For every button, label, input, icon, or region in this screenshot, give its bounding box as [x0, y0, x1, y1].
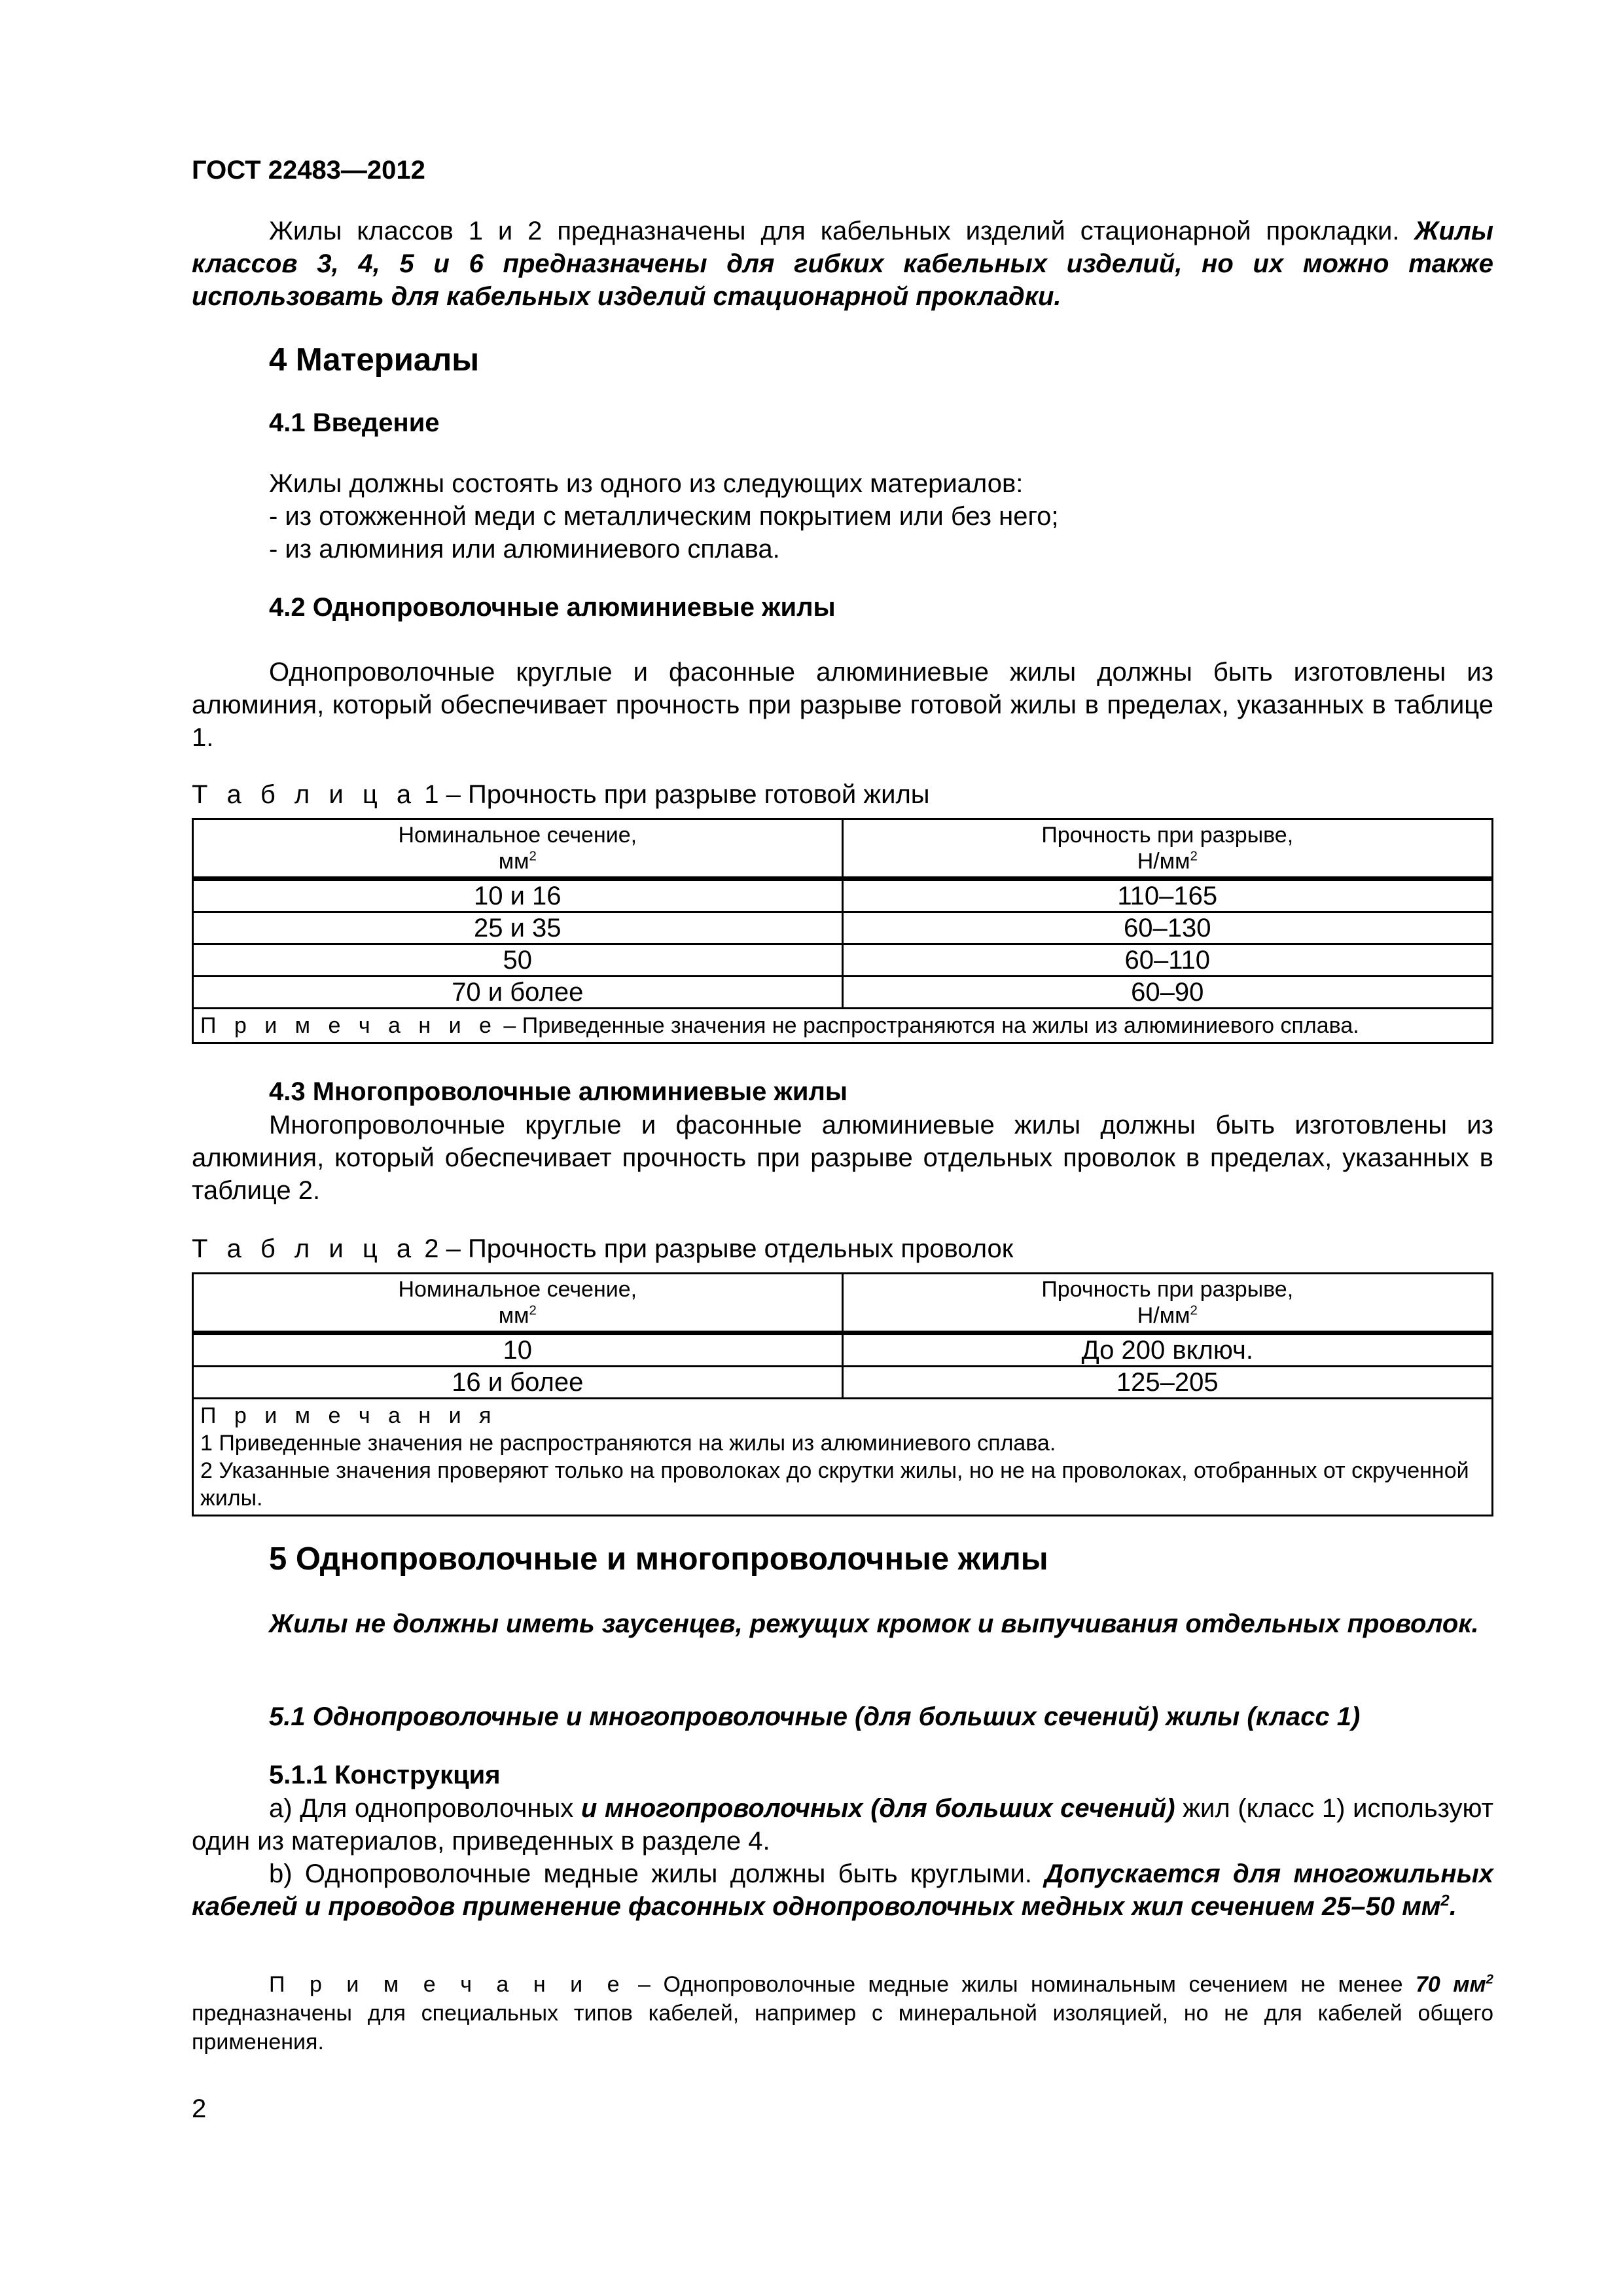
- table-cell: До 200 включ.: [842, 1333, 1492, 1367]
- page-number: 2: [192, 2094, 207, 2123]
- section-4-2-text: Однопроволочные круглые и фасонные алюминиевые жилы должны быть изготовлены из алюминия, который обеспечивает прочность при разрыве готовой жилы в пределах, указанных в таблице 1.: [192, 658, 1493, 752]
- section-5-note-bold: 70 мм: [1416, 1972, 1486, 1997]
- table-1-header-strength-unit: Н/мм: [1137, 849, 1190, 874]
- table-1-note-label: П р и м е ч а н и е: [200, 1013, 497, 1038]
- materials-list: [269, 467, 1493, 565]
- table-cell: 125–205: [842, 1367, 1492, 1399]
- item-a-start: а) Для однопроволочных: [269, 1794, 581, 1823]
- table-1: [192, 818, 1493, 1044]
- table-1-label: Т а б л и ц а: [192, 780, 418, 809]
- intro-bold-italic: Жилы классов 3, 4, 5 и 6 предназначены для гибких кабельных изделий, но их можно также использовать для кабельных изделий стационарной прокладки.: [192, 217, 1493, 311]
- intro-paragraph: [192, 215, 1493, 313]
- table-cell: 110–165: [842, 879, 1492, 912]
- section-5-1-1-title: 5.1.1 Конструкция: [269, 1761, 501, 1789]
- section-5-note-text-start: – Однопроволочные медные жилы номинальным сечением не менее: [625, 1972, 1416, 1997]
- intro-regular: Жилы классов 1 и 2 предназначены для кабельных изделий стационарной прокладки.: [269, 217, 1415, 245]
- table-2-header-strength-text: Прочность при разрыве,: [1041, 1277, 1294, 1302]
- item-a-end: жил (класс 1) используют один из материалов, приведенных в разделе 4.: [192, 1794, 1493, 1856]
- table-cell: 60–130: [842, 912, 1492, 944]
- item-a-bold: и многопроволочных (для больших сечений): [580, 1794, 1175, 1823]
- table-1-header-section-sup: 2: [529, 849, 537, 864]
- table-1-header-section-unit: мм: [498, 849, 529, 874]
- table-cell: 10: [193, 1333, 843, 1367]
- table-2-header-section-sup: 2: [529, 1303, 537, 1318]
- item-b-start: b) Однопроволочные медные жилы должны быть круглыми.: [269, 1859, 1045, 1888]
- table-1-header-section: [193, 819, 843, 879]
- table-cell: 70 и более: [193, 977, 843, 1009]
- item-b-paragraph: [192, 1857, 1493, 1923]
- table-row: [193, 977, 1493, 1009]
- table-2-title: 2 – Прочность при разрыве отдельных проволок: [417, 1234, 1014, 1263]
- table-1-title: 1 – Прочность при разрыве готовой жилы: [417, 780, 930, 809]
- table-row: [193, 879, 1493, 912]
- section-4-title: 4 Материалы: [269, 342, 480, 378]
- table-cell: 25 и 35: [193, 912, 843, 944]
- section-5-note-sup: 2: [1486, 1972, 1493, 1987]
- table-cell: 16 и более: [193, 1367, 843, 1399]
- table-2: [192, 1272, 1493, 1516]
- table-2-notes: [193, 1399, 1493, 1516]
- table-1-header-strength-sup: 2: [1190, 849, 1198, 864]
- table-2-note-2: 2 Указанные значения проверяют только на проволоках до скрутки жилы, но не на проволоках, отобранных от скрученной жилы.: [200, 1458, 1469, 1511]
- table-1-header-strength: [842, 819, 1492, 879]
- section-5-note-label: П р и м е ч а н и е: [269, 1972, 626, 1997]
- section-5-note: [192, 1970, 1493, 2056]
- table-row: [193, 1367, 1493, 1399]
- table-1-note-text: – Приведенные значения не распространяются на жилы из алюминиевого сплава.: [497, 1013, 1359, 1038]
- table-2-header-strength: [842, 1274, 1492, 1333]
- section-4-3-text: Многопроволочные круглые и фасонные алюминиевые жилы должны быть изготовлены из алюминия, который обеспечивает прочность при разрыве отдельных проволок в пределах, указанных в таблице 2.: [192, 1111, 1493, 1205]
- section-5-lead: Жилы не должны иметь заусенцев, режущих кромок и выпучивания отдельных проволок.: [269, 1609, 1479, 1638]
- item-b-end: .: [1449, 1892, 1457, 1921]
- section-5-title: 5 Однопроволочные и многопроволочные жилы: [269, 1541, 1048, 1577]
- table-1-note: [193, 1009, 1493, 1043]
- table-row: [193, 944, 1493, 977]
- table-row: [193, 1333, 1493, 1367]
- table-2-header-section-text: Номинальное сечение,: [398, 1277, 637, 1302]
- section-4-2-title: 4.2 Однопроволочные алюминиевые жилы: [269, 593, 836, 622]
- table-cell: 50: [193, 944, 843, 977]
- table-2-header-section: [193, 1274, 843, 1333]
- section-4-1-title: 4.1 Введение: [269, 408, 440, 437]
- table-2-header-section-unit: мм: [498, 1303, 529, 1328]
- table-cell: 60–90: [842, 977, 1492, 1009]
- section-4-3-title: 4.3 Многопроволочные алюминиевые жилы: [269, 1077, 848, 1106]
- section-5-1-title: 5.1 Однопроволочные и многопроволочные (для больших сечений) жилы (класс 1): [269, 1702, 1361, 1731]
- materials-item-aluminium: - из алюминия или алюминиевого сплава.: [269, 535, 780, 564]
- table-1-header-strength-text: Прочность при разрыве,: [1041, 823, 1294, 848]
- materials-intro-line: Жилы должны состоять из одного из следующих материалов:: [269, 469, 1024, 498]
- table-2-label: Т а б л и ц а: [192, 1234, 418, 1263]
- table-row: [193, 912, 1493, 944]
- table-cell: 10 и 16: [193, 879, 843, 912]
- table-cell: 60–110: [842, 944, 1492, 977]
- table-2-note-1: 1 Приведенные значения не распространяются на жилы из алюминиевого сплава.: [200, 1431, 1056, 1456]
- item-b-bold: Допускается для многожильных кабелей и проводов применение фасонных однопроволочных медных жил сечением 25–50 мм: [192, 1859, 1493, 1921]
- section-5-note-text-end: предназначены для специальных типов кабелей, например с минеральной изоляцией, но не для кабелей общего применения.: [192, 2001, 1493, 2054]
- table-2-caption: [192, 1234, 1013, 1264]
- item-a-paragraph: [192, 1792, 1493, 1857]
- table-2-header-strength-unit: Н/мм: [1137, 1303, 1190, 1328]
- materials-item-copper: - из отожженной меди с металлическим покрытием или без него;: [269, 502, 1059, 531]
- table-1-header-section-text: Номинальное сечение,: [398, 823, 637, 848]
- table-2-header-strength-sup: 2: [1190, 1303, 1198, 1318]
- document-code: ГОСТ 22483—2012: [192, 156, 425, 185]
- item-b-sup: 2: [1440, 1892, 1450, 1910]
- table-2-notes-label: П р и м е ч а н и я: [200, 1403, 497, 1428]
- table-1-caption: [192, 780, 930, 810]
